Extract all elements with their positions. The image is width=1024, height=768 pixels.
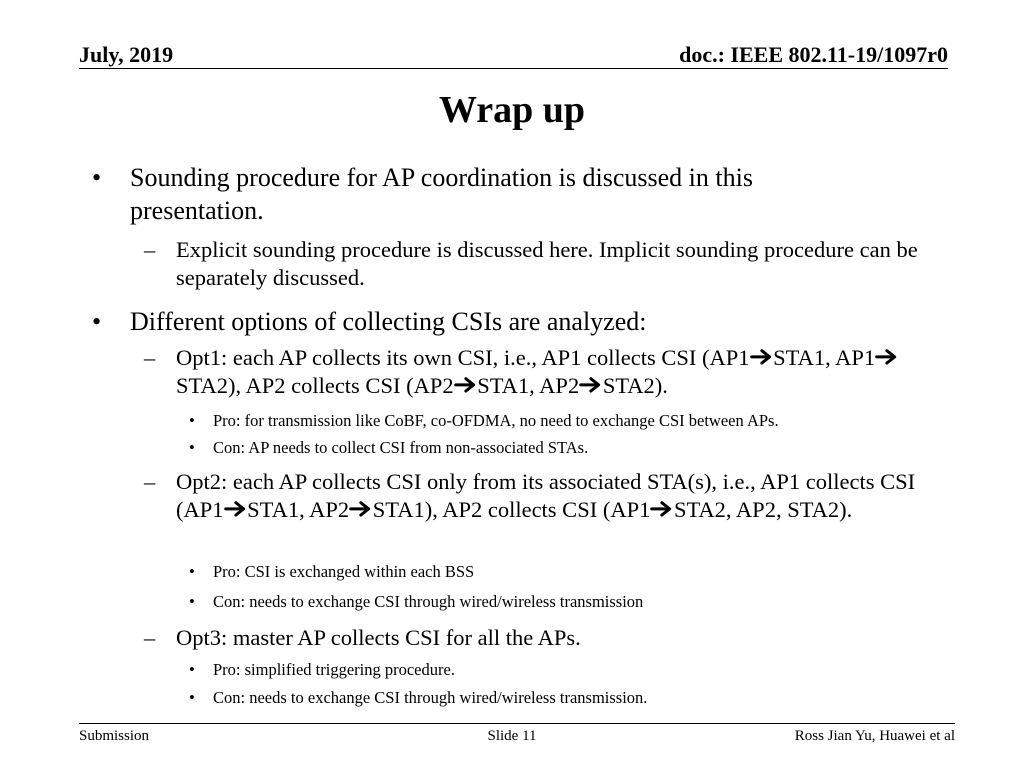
bullet-marker: –	[144, 625, 156, 650]
bullet-text: Pro: for transmission like CoBF, co-OFDMA, no need to exchange CSI between APs.	[213, 411, 779, 430]
bullet-level3-item	[189, 411, 973, 432]
bullet-text-part: Opt1: each AP collects its own CSI, i.e., AP1 collects CSI (AP1	[176, 345, 750, 370]
bullet-text-part: STA2), AP2 collects CSI (AP2	[176, 373, 454, 399]
bullet-text-part: STA2).	[602, 373, 668, 399]
bullet-level2-item	[144, 236, 956, 292]
right-arrow-icon	[875, 349, 899, 365]
bullet-level1-item	[92, 306, 860, 339]
bullet-text: Con: needs to exchange CSI through wired/wireless transmission	[213, 592, 644, 611]
bullet-text-part: STA1, AP2	[477, 373, 580, 399]
header-date: July, 2019	[79, 42, 174, 67]
bullet-text-part: STA1), AP2 collects CSI (AP1	[372, 497, 651, 523]
bullet-text: Con: AP needs to collect CSI from non-associated STAs.	[213, 438, 589, 457]
bullet-marker: •	[189, 411, 195, 430]
bullet-level3-item	[189, 660, 973, 681]
bullet-text: Pro: simplified triggering procedure.	[213, 660, 455, 679]
bullet-level3-item	[189, 438, 973, 459]
bullet-marker: –	[144, 345, 156, 370]
bullet-text: Sounding procedure for AP coordination is discussed in this presentation.	[130, 163, 753, 225]
right-arrow-icon	[224, 501, 248, 517]
bullet-level1-item	[92, 162, 860, 227]
bullet-text: Con: needs to exchange CSI through wired/wireless transmission.	[213, 688, 648, 707]
bullet-marker: –	[144, 237, 156, 262]
bullet-marker: •	[92, 307, 102, 336]
bullet-text: Different options of collecting CSIs are analyzed:	[130, 307, 647, 336]
bullet-text-part: Opt2: each AP collects CSI only from its associated STA(s), i.e., AP1 collects CSI (AP1	[176, 469, 916, 523]
bullet-level2-item	[144, 624, 956, 652]
right-arrow-icon	[650, 501, 674, 517]
slide-title: Wrap up	[438, 89, 586, 131]
bullet-marker: •	[189, 660, 195, 679]
bullet-level3-item	[189, 562, 973, 583]
bullet-marker: •	[189, 562, 195, 581]
bullet-text: Explicit sounding procedure is discussed here. Implicit sounding procedure can be separately discussed.	[176, 237, 918, 291]
footer-slide-number: Slide 11	[487, 728, 537, 744]
right-arrow-icon	[579, 377, 603, 393]
bullet-level2-item	[144, 468, 956, 524]
bullet-marker: •	[92, 163, 102, 192]
right-arrow-icon	[750, 349, 774, 365]
bullet-level3-item	[189, 688, 973, 709]
bullet-text: Pro: CSI is exchanged within each BSS	[213, 562, 475, 581]
bullet-text-part: STA2, AP2, STA2).	[673, 497, 853, 523]
bullet-marker: –	[144, 469, 156, 494]
bullet-marker: •	[189, 592, 195, 611]
bullet-text-part: STA1, AP1	[773, 345, 876, 370]
header-doc-id: doc.: IEEE 802.11-19/1097r0	[679, 42, 948, 67]
bullet-marker: •	[189, 688, 195, 707]
header-divider	[79, 68, 948, 69]
bullet-text-part: STA1, AP2	[247, 497, 350, 523]
right-arrow-icon	[454, 377, 478, 393]
right-arrow-icon	[349, 501, 373, 517]
footer-submission: Submission	[79, 728, 150, 744]
bullet-level3-item	[189, 592, 973, 613]
bullet-text: Opt3: master AP collects CSI for all the APs.	[176, 625, 581, 650]
footer-divider	[79, 723, 955, 724]
bullet-marker: •	[189, 438, 195, 457]
footer-author: Ross Jian Yu, Huawei et al	[794, 728, 955, 744]
bullet-level2-item	[144, 344, 956, 400]
